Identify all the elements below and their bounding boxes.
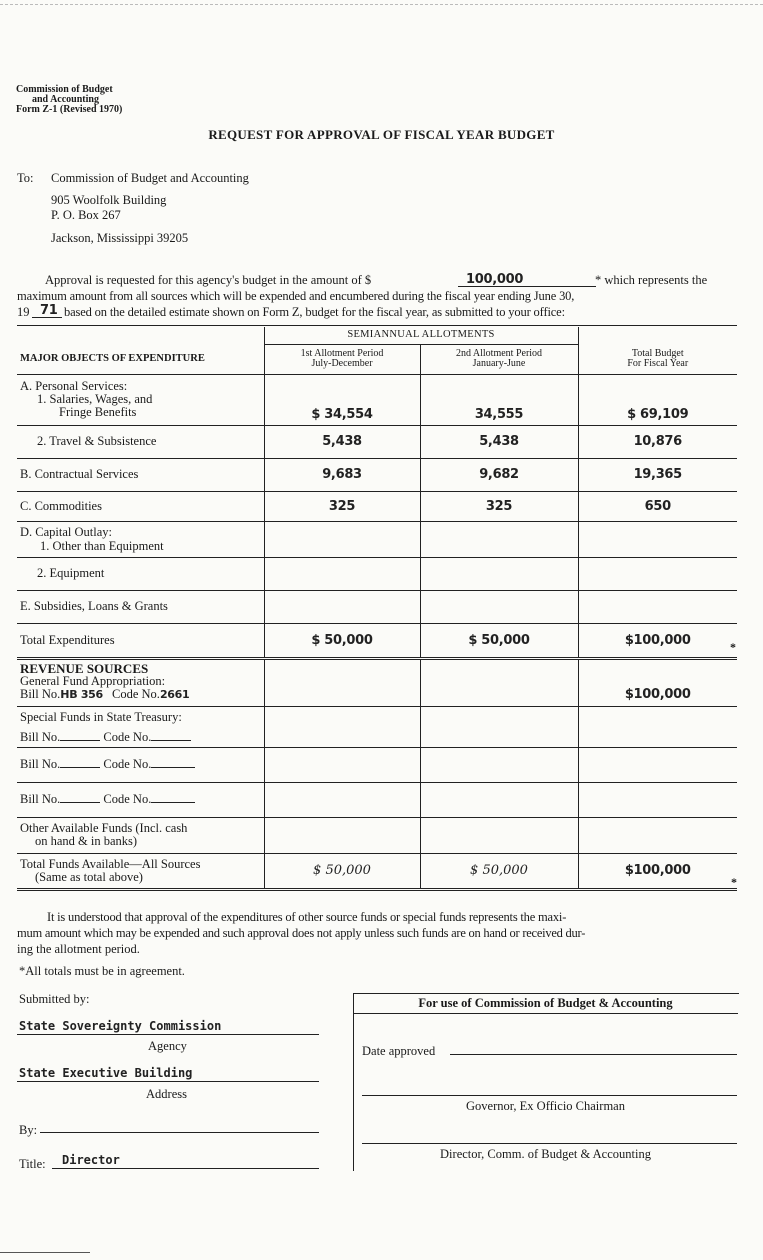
page-title: REQUEST FOR APPROVAL OF FISCAL YEAR BUDGET xyxy=(208,127,555,142)
contractual-v2: 9,682 xyxy=(420,458,578,491)
table-row-total-funds xyxy=(17,853,737,889)
address-label: Address xyxy=(146,1087,187,1101)
other-funds-label-b: on hand & in banks) xyxy=(35,834,138,848)
table-row-other-funds xyxy=(17,817,737,853)
bill3-no-label: Bill No. xyxy=(20,792,61,806)
budget-table xyxy=(17,327,737,891)
by-label: By: xyxy=(19,1123,38,1137)
general-fund-v3: $100,000 xyxy=(578,658,737,706)
form-id-line3: Form Z-1 (Revised 1970) xyxy=(16,104,123,115)
code-no-label: Code No. xyxy=(112,686,160,701)
to-address3: Jackson, Mississippi 39205 xyxy=(51,231,189,245)
col3-header-b: For Fiscal Year xyxy=(627,357,689,369)
special-bill-no-label: Bill No. xyxy=(20,729,61,744)
form-id-line1: Commission of Budget xyxy=(16,84,113,95)
contractual-v1: 9,683 xyxy=(264,458,420,491)
table-row-equipment xyxy=(17,557,737,590)
totals-note: *All totals must be in agreement. xyxy=(19,964,185,978)
year-value: 71 xyxy=(40,303,58,318)
total-expenditures-label: Total Expenditures xyxy=(17,623,264,658)
travel-v2: 5,438 xyxy=(420,425,578,458)
total-funds-v3: $100,000 xyxy=(578,853,737,889)
equipment-label: 2. Equipment xyxy=(17,557,264,590)
contractual-v3: 19,365 xyxy=(578,458,737,491)
total-funds-asterisk: * xyxy=(731,875,737,889)
personal-v3: $ 69,109 xyxy=(578,374,737,425)
code-no-value: 2661 xyxy=(159,687,190,701)
table-row-commodities xyxy=(17,491,737,521)
travel-v3: 10,876 xyxy=(578,425,737,458)
total-funds-label-a: Total Funds Available—All Sources xyxy=(20,856,201,871)
capital-outlay-label: D. Capital Outlay: xyxy=(20,525,112,539)
by-line xyxy=(40,1132,319,1133)
request-line1-pre: Approval is requested for this agency's budget in the amount of $ xyxy=(45,273,372,287)
bill-no-label: Bill No. xyxy=(20,686,61,701)
bill3-code-no-label: Code No. xyxy=(103,792,152,806)
personal-services-label: A. Personal Services: xyxy=(20,379,128,393)
total-exp-v2: $ 50,000 xyxy=(420,623,578,658)
agency-label: Agency xyxy=(148,1039,187,1053)
personal-v2: 34,555 xyxy=(420,374,578,425)
col3-header-a: Total Budget xyxy=(631,347,684,359)
contractual-label: B. Contractual Services xyxy=(17,458,264,491)
special-funds-label: Special Funds in State Treasury: xyxy=(20,709,182,724)
travel-v1: 5,438 xyxy=(264,425,420,458)
total-funds-label-b: (Same as total above) xyxy=(35,869,143,884)
other-funds-label-a: Other Available Funds (Incl. cash xyxy=(20,821,188,835)
address-value: State Executive Building xyxy=(19,1066,193,1080)
bill2-code-no-label: Code No. xyxy=(103,757,152,771)
date-approved-line xyxy=(450,1054,737,1055)
total-funds-v1: $ 50,000 xyxy=(264,853,420,889)
understood-line3: ing the allotment period. xyxy=(17,942,140,956)
to-label: To: xyxy=(17,171,34,185)
total-exp-v3: $100,000 xyxy=(578,623,737,658)
table-row-special-funds xyxy=(17,706,737,747)
date-approved-label: Date approved xyxy=(362,1044,436,1058)
commission-header-rule xyxy=(353,1013,738,1014)
form-id-line2: and Accounting xyxy=(32,94,99,105)
title-label: Title: xyxy=(19,1157,46,1171)
total-funds-v2: $ 50,000 xyxy=(420,853,578,889)
table-row-contractual xyxy=(17,458,737,491)
table-header-row-1 xyxy=(17,327,737,344)
table-row-bill-2 xyxy=(17,747,737,782)
governor-label: Governor, Ex Officio Chairman xyxy=(466,1099,625,1113)
salaries-label-a: 1. Salaries, Wages, and xyxy=(37,392,153,406)
capital-other-label: 1. Other than Equipment xyxy=(40,539,164,553)
table-row-revenue-general xyxy=(17,658,737,706)
personal-v1: $ 34,554 xyxy=(264,374,420,425)
subsidies-label: E. Subsidies, Loans & Grants xyxy=(17,590,264,623)
bill-no-value: HB 356 xyxy=(60,687,103,701)
table-header-row-2 xyxy=(17,344,737,374)
title-line xyxy=(52,1168,319,1169)
table-row-travel xyxy=(17,425,737,458)
submitted-by-label: Submitted by: xyxy=(19,992,90,1006)
col2-header-a: 2nd Allotment Period xyxy=(455,348,543,359)
address-line xyxy=(17,1081,319,1082)
amount-value: 100,000 xyxy=(466,272,524,287)
table-row-subsidies xyxy=(17,590,737,623)
salaries-label-b: Fringe Benefits xyxy=(59,405,137,419)
col-header-objects: MAJOR OBJECTS OF EXPENDITURE xyxy=(17,344,264,374)
semiannual-header: SEMIANNUAL ALLOTMENTS xyxy=(264,327,578,344)
revenue-sources-label: REVENUE SOURCES xyxy=(20,660,149,676)
director-line xyxy=(362,1143,737,1144)
total-exp-v1: $ 50,000 xyxy=(264,623,420,658)
table-row-total-expenditures xyxy=(17,623,737,658)
col2-header-b: January-June xyxy=(472,358,526,369)
bottom-edge-mark xyxy=(0,1252,90,1253)
bill2-no-label: Bill No. xyxy=(20,757,61,771)
request-line2: maximum amount from all sources which will be expended and encumbered during the fiscal year ending June 30, xyxy=(17,289,575,303)
request-line3: based on the detailed estimate shown on Form Z, budget for the fiscal year, as submitted to your office: xyxy=(64,305,565,319)
title-value: Director xyxy=(62,1153,120,1167)
table-row-bill-3 xyxy=(17,782,737,817)
to-address1: 905 Woolfolk Building xyxy=(51,193,167,207)
commission-box xyxy=(353,993,739,1171)
col1-header-a: 1st Allotment Period xyxy=(300,348,384,359)
special-code-no-label: Code No. xyxy=(103,729,152,744)
commission-box-header: For use of Commission of Budget & Accounting xyxy=(418,996,673,1010)
commodities-label: C. Commodities xyxy=(17,491,264,521)
commodities-v2: 325 xyxy=(420,491,578,521)
col1-header-b: July-December xyxy=(311,358,373,369)
travel-label: 2. Travel & Subsistence xyxy=(17,425,264,458)
total-exp-asterisk: * xyxy=(730,640,736,654)
commodities-v1: 325 xyxy=(264,491,420,521)
understood-line1: It is understood that approval of the expenditures of other source funds or special funds represents the maxi- xyxy=(47,910,567,924)
agency-line xyxy=(17,1034,319,1035)
agency-value: State Sovereignty Commission xyxy=(19,1019,222,1033)
governor-line xyxy=(362,1095,737,1096)
general-fund-label: General Fund Appropriation: xyxy=(20,673,166,688)
director-label: Director, Comm. of Budget & Accounting xyxy=(440,1147,651,1161)
table-row-personal xyxy=(17,374,737,425)
to-name: Commission of Budget and Accounting xyxy=(51,171,249,185)
to-address2: P. O. Box 267 xyxy=(51,208,121,222)
table-row-capital-other xyxy=(17,521,737,557)
understood-line2: mum amount which may be expended and such approval does not apply unless such funds are on hand or received dur- xyxy=(17,926,586,940)
table-top-rule xyxy=(17,325,737,326)
year-prefix: 19 xyxy=(17,305,30,319)
page-top-edge xyxy=(0,4,763,6)
commodities-v3: 650 xyxy=(578,491,737,521)
request-line1-post: * which represents the xyxy=(595,273,708,287)
